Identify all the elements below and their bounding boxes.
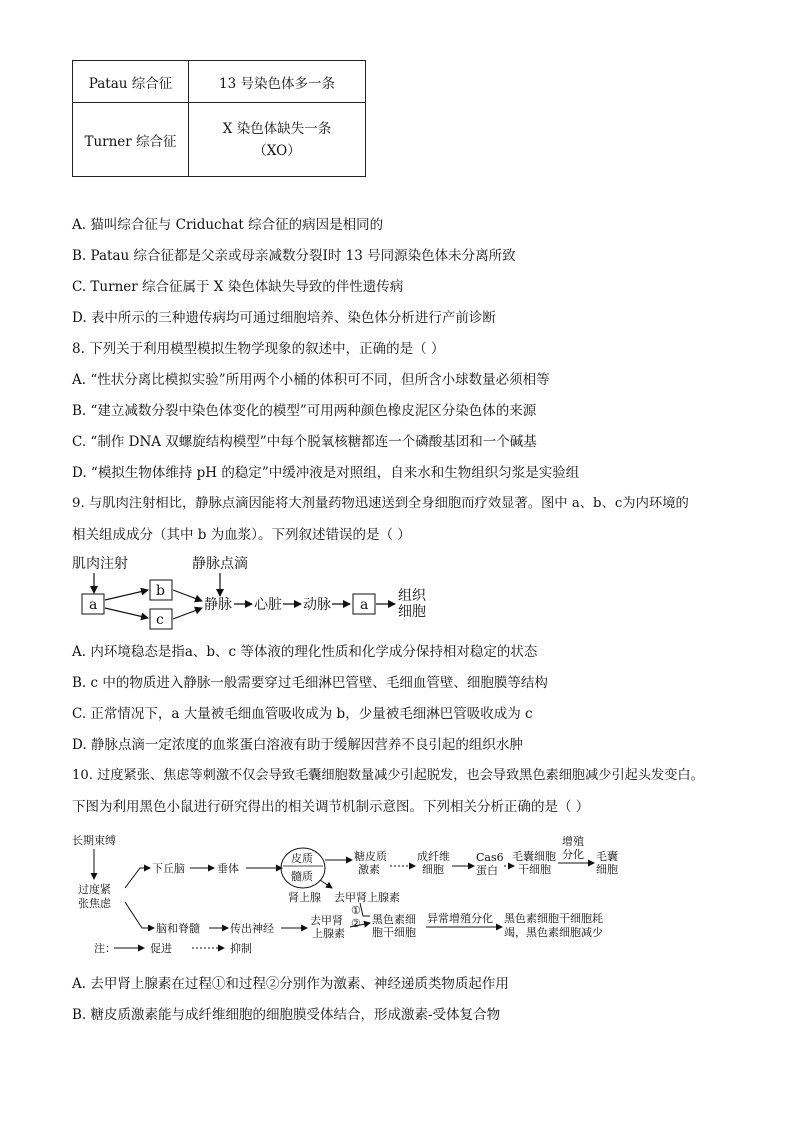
syndrome-table [72,60,366,177]
svg-text:脑和脊髓: 脑和脊髓 [156,922,200,935]
svg-text:成纤维: 成纤维 [417,850,450,863]
q9-option-d: D. 静脉点滴一定浓度的血浆蛋白溶液有助于缓解因营养不良引起的组织水肿 [72,737,523,753]
table-cell-name: Turner 综合征 [73,103,189,177]
table-row [73,103,366,177]
svg-text:b: b [156,583,165,599]
q8-option-a: A. “性状分离比模拟实验”所用两个小桶的体积可不同，但所含小球数量必须相等 [72,372,550,388]
label-heart: 心脏 [254,597,282,613]
svg-text:a: a [360,597,369,613]
svg-text:髓质: 髓质 [291,870,313,883]
q9-option-b: B. c 中的物质进入静脉一般需要穿过毛细淋巴管壁、毛细血管壁、细胞膜等结构 [72,675,548,691]
q7-option-d: D. 表中所示的三种遗传病均可通过细胞培养、染色体分析进行产前诊断 [72,310,496,326]
table-cell-desc: 13 号染色体多一条 [189,61,366,103]
svg-text:细胞: 细胞 [422,863,444,876]
circulation-diagram [70,552,450,632]
q9-option-a: A. 内环境稳态是指a、b、c 等体液的理化性质和化学成分保持相对稳定的状态 [72,644,538,660]
q7-option-a: A. 猫叫综合征与 Criduchat 综合征的病因是相同的 [72,217,384,233]
svg-text:张焦虑: 张焦虑 [78,897,111,910]
svg-text:上腺素: 上腺素 [312,927,345,940]
svg-text:传出神经: 传出神经 [230,922,274,935]
q10-stem-line2: 下图为利用黑色小鼠进行研究得出的相关调节机制示意图。下列相关分析正确的是（ ） [72,799,590,815]
label-cell: 细胞 [398,604,426,620]
q10-option-b: B. 糖皮质激素能与成纤维细胞的细胞膜受体结合，形成激素-受体复合物 [72,1007,501,1023]
q7-option-b: B. Patau 综合征都是父亲或母亲减数分裂Ⅰ时 13 号同源染色体未分离所致 [72,248,516,264]
table-row [73,61,366,103]
svg-text:干细胞: 干细胞 [518,863,551,876]
label-vein: 静脉 [204,597,232,613]
svg-text:竭，黑色素细胞减少: 竭，黑色素细胞减少 [504,926,603,939]
svg-text:c: c [156,612,164,628]
q9-stem-line1: 9. 与肌肉注射相比，静脉点滴因能将大剂量药物迅速送到全身细胞而疗效显著。图中 a、b、c为内环境的 [72,496,689,511]
table-cell-line: X 染色体缺失一条 [222,120,332,137]
q10-stem-line1: 10. 过度紧张、焦虑等刺激不仅会导致毛囊细胞数量减少引起脱发，也会导致黑色素细胞减少引起头发变白。 [72,768,704,783]
table-cell-desc [189,103,366,177]
svg-text:长期束缚: 长期束缚 [72,834,116,847]
svg-text:毛囊细胞: 毛囊细胞 [512,850,556,863]
svg-text:Cas6: Cas6 [476,851,504,864]
svg-text:毛囊: 毛囊 [596,850,618,863]
svg-text:①: ① [351,904,361,917]
svg-text:蛋白: 蛋白 [476,864,498,877]
svg-text:垂体: 垂体 [217,862,239,875]
svg-text:促进: 促进 [150,942,172,955]
svg-text:去甲肾上腺素: 去甲肾上腺素 [334,891,400,904]
svg-text:②: ② [351,917,361,930]
q8-option-c: C. “制作 DNA 双螺旋结构模型”中每个脱氧核糖都连一个磷酸基团和一个碱基 [72,434,537,450]
svg-text:异常增殖分化: 异常增殖分化 [427,912,493,925]
q9-stem-line2: 相关组成成分（其中 b 为血浆）。下列叙述错误的是（ ） [72,527,411,543]
svg-text:胞干细胞: 胞干细胞 [372,926,416,939]
svg-text:a: a [89,597,98,613]
svg-text:肾上腺: 肾上腺 [288,891,321,904]
svg-text:增殖: 增殖 [562,835,584,848]
svg-text:皮质: 皮质 [291,852,313,865]
svg-text:糖皮质: 糖皮质 [354,850,387,863]
svg-text:去甲肾: 去甲肾 [310,914,343,927]
svg-text:过度紧: 过度紧 [78,883,111,896]
svg-text:激素: 激素 [358,863,380,876]
q9-option-c: C. 正常情况下，a 大量被毛细血管吸收成为 b，少量被毛细淋巴管吸收成为 c [72,706,533,722]
q8-stem: 8. 下列关于利用模型模拟生物学现象的叙述中，正确的是（ ） [72,341,445,357]
q8-option-b: B. “建立减数分裂中染色体变化的模型”可用两种颜色橡皮泥区分染色体的来源 [72,403,537,419]
svg-text:黑色素细: 黑色素细 [372,913,416,926]
regulation-diagram [70,830,630,960]
table-cell-line: （XO） [253,142,301,159]
svg-text:抑制: 抑制 [230,942,252,955]
label-tissue: 组织 [398,588,426,604]
q7-option-c: C. Turner 综合征属于 X 染色体缺失导致的伴性遗传病 [72,279,404,295]
svg-text:下丘脑: 下丘脑 [152,862,185,875]
svg-text:细胞: 细胞 [596,863,618,876]
label-intramuscular: 肌肉注射 [72,556,128,572]
table-cell-name: Patau 综合征 [73,61,189,103]
label-iv-drip: 静脉点滴 [192,556,248,572]
svg-text:黑色素细胞干细胞耗: 黑色素细胞干细胞耗 [504,912,603,925]
label-artery: 动脉 [303,597,331,613]
svg-text:分化: 分化 [562,848,584,861]
q8-option-d: D. “模拟生物体维持 pH 的稳定”中缓冲液是对照组，自来水和生物组织匀浆是实验组 [72,465,580,481]
svg-text:注：: 注： [94,942,116,955]
q10-option-a: A. 去甲肾上腺素在过程①和过程②分别作为激素、神经递质类物质起作用 [72,976,509,992]
